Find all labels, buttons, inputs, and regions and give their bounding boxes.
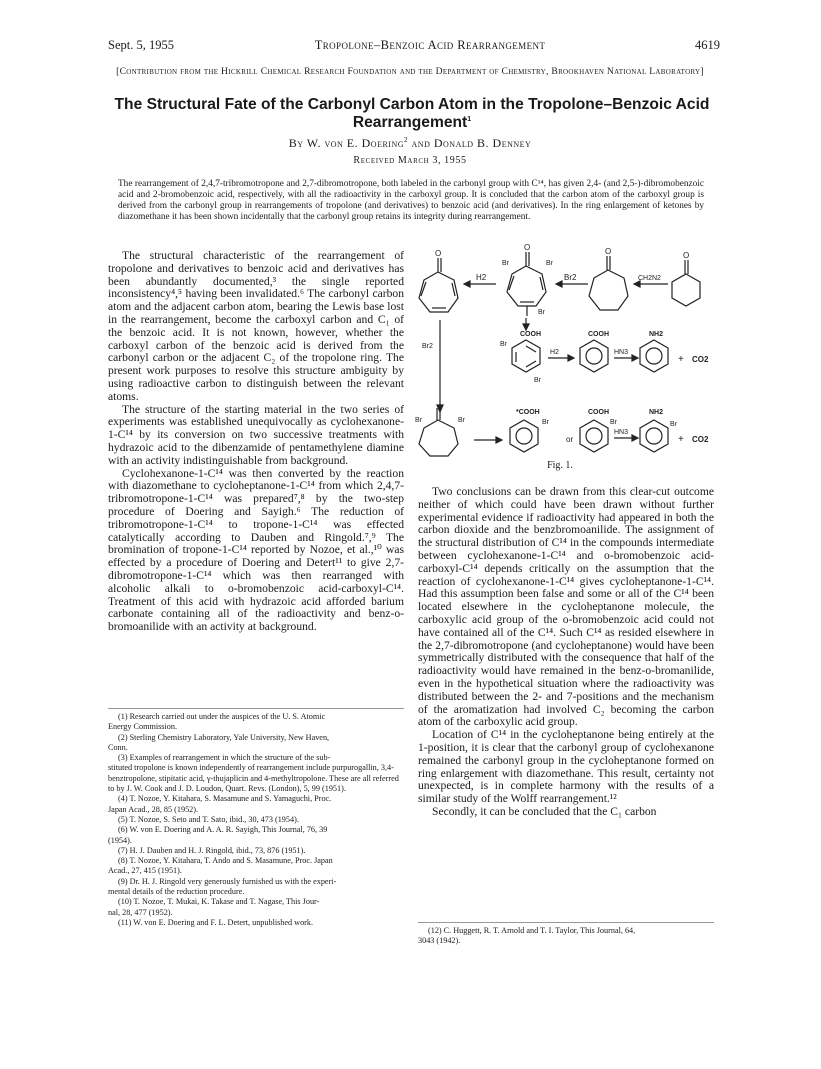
svg-text:Br: Br bbox=[500, 341, 507, 348]
author-2: and Donald B. Denney bbox=[408, 136, 532, 150]
header-date: Sept. 5, 1955 bbox=[108, 38, 174, 52]
paragraph-6: Secondly, it can be concluded that the C₁ carbon bbox=[432, 804, 657, 818]
author-1: By W. von E. Doering bbox=[288, 136, 405, 150]
tropone-structure bbox=[419, 258, 458, 312]
label-hn3-bot: HN3 bbox=[614, 429, 629, 436]
footnote-item: (5) T. Nozoe, S. Seto and T. Sato, ibid., 30, 473 (1954). bbox=[118, 814, 299, 824]
author-footnote-mark: 2 bbox=[404, 136, 409, 144]
svg-text:O: O bbox=[524, 243, 531, 252]
label-co2-1: CO2 bbox=[692, 355, 709, 364]
label-ch2n2: CH2N2 bbox=[638, 275, 661, 282]
svg-text:Br: Br bbox=[458, 417, 465, 424]
right-column bbox=[418, 486, 714, 819]
paragraph-1: The structural characteristic of the rearrangement of tropolone and derivatives to benzoic acid and derivatives has been abundantly documented,³ the single reported inconsistency⁴,⁵ having been invalidated.⁶ The carbonyl carbon atom and the adjacent carbon atom, bearing the Lewis base lost in the rearrangement, become the carboxyl carbon and C₁ of the benzoic acid. It is not known, however, whether the carboxyl carbon of the benzoic acid is derived from the carbonyl carbon or the adjacent C₂ of the tropolone ring. The present work purposes to resolve this structure ambiguity by using radioactive carbon to distinguish between the relevant atoms. bbox=[108, 249, 404, 403]
footnote-item: (3) Examples of rearrangement in which the structure of the sub- bbox=[118, 753, 331, 763]
svg-text:O: O bbox=[605, 247, 612, 256]
footnotes-left bbox=[108, 712, 404, 928]
label-cooh-3: *COOH bbox=[516, 409, 540, 416]
footnote-item-continuation: stituted tropolone is known independently of rearrangement include purpurogallin, 3,4-benztropolone, stipitatic acid, γ-thujaplicin and 4-methyltropolone. These are all referred to by J. W. Cook and J. D. Loudon, Quart. Revs. (London), 5, 99 (1951). bbox=[108, 763, 399, 794]
svg-text:Br: Br bbox=[502, 260, 509, 267]
figure-1-reaction-scheme bbox=[416, 240, 721, 460]
label-nh2-2: NH2 bbox=[649, 409, 664, 416]
plus-1: + bbox=[678, 354, 684, 365]
svg-text:Br: Br bbox=[670, 421, 677, 428]
aniline-structure bbox=[640, 340, 668, 372]
svg-text:O: O bbox=[683, 251, 690, 260]
article-title bbox=[92, 96, 732, 132]
cyclohexanone-structure bbox=[672, 260, 700, 306]
title-footnote-mark: 1 bbox=[467, 115, 472, 123]
figure-caption: Fig. 1. bbox=[547, 460, 573, 471]
footnote-rule bbox=[108, 708, 404, 709]
svg-text:Br: Br bbox=[542, 419, 549, 426]
footnote-item: (1) Research carried out under the auspices of the U. S. Atomic bbox=[118, 712, 326, 721]
footnote-item-continuation: nal, 28, 477 (1952). bbox=[108, 907, 173, 917]
label-cooh-4: COOH bbox=[588, 409, 609, 416]
tribromotropone-structure bbox=[507, 252, 546, 316]
footnote-item: (9) Dr. H. J. Ringold very generously furnished us with the experi- bbox=[118, 876, 337, 886]
svg-text:Br: Br bbox=[534, 377, 541, 384]
footnote-item-continuation: Energy Commission. bbox=[108, 722, 177, 732]
paragraph-3: Cyclohexanone-1-C¹⁴ was then converted by the reaction with diazomethane to cycloheptanone-1-C¹⁴ from which 2,4,7-tribromotropone-1-C¹⁴ was prepared⁷,⁸ by the two-step procedure of Doering and Sayigh.⁶ The reduction of tribromotropone-1-C¹⁴ to tropone-1-C¹⁴ was effected catalytically according to Dauben and Ringold.⁷,⁹ The bromination of tropone-1-C¹⁴ reported by Nozoe, et al.,¹⁰ was effected by a procedure of Doering and Detert¹¹ to give 2,7-dibromotropone-1-C¹⁴ which was then rearranged with alcoholic alkali to o-bromobenzoic acid-carboxyl-C¹⁴. Treatment of this acid with hydrazoic acid afforded barium carbonate containing all of the radioactivity and benz-o-bromoanilide with an activity at background. bbox=[108, 466, 404, 634]
bromoaniline-structure bbox=[640, 420, 668, 452]
tropone-o: O bbox=[435, 249, 442, 258]
label-h2-top: H2 bbox=[476, 273, 487, 282]
title-line-1: The Structural Fate of the Carbonyl Carbon Atom in the Tropolone–Benzoic Acid bbox=[114, 96, 710, 113]
footnote-item: (2) Sterling Chemistry Laboratory, Yale University, New Haven, bbox=[118, 732, 330, 742]
dibromobenzoic-acid-structure bbox=[512, 340, 540, 372]
bromobenzoic-acid-2-structure bbox=[580, 420, 608, 452]
received-date: Received March 3, 1955 bbox=[353, 155, 467, 166]
svg-text:Br: Br bbox=[415, 417, 422, 424]
footnote-item-continuation: Conn. bbox=[108, 742, 128, 752]
label-br2-top: Br2 bbox=[564, 273, 577, 282]
svg-text:Br: Br bbox=[610, 419, 617, 426]
footnote-item: (7) H. J. Dauben and H. J. Ringold, ibid., 73, 876 (1951). bbox=[118, 845, 306, 855]
benzoic-acid-structure bbox=[580, 340, 608, 372]
running-title: Tropolone–Benzoic Acid Rearrangement bbox=[314, 38, 546, 52]
paragraph-2: The structure of the starting material in the two series of experiments was established unequivocally as cyclohexanone-1-C¹⁴ by its conversion on two successive treatments with hydrazoic acid to the dibenzamide of pentamethylene diamine with an activity indistinguishable from background. bbox=[108, 402, 404, 467]
author-byline bbox=[150, 136, 670, 151]
footnote-item: (6) W. von E. Doering and A. A. R. Sayigh, This Journal, 76, 39 bbox=[118, 825, 328, 835]
footnote-item: (8) T. Nozoe, Y. Kitahara, T. Ando and S. Masamune, Proc. Japan bbox=[118, 856, 333, 866]
bromobenzoic-acid-structure bbox=[510, 420, 538, 452]
svg-text:Br: Br bbox=[538, 309, 545, 316]
title-line-2: Rearrangement bbox=[352, 114, 468, 131]
contribution-note: [Contribution from the Hickrill Chemical Research Foundation and the Department of Chemistry, Brookhaven National Laboratory] bbox=[116, 66, 704, 77]
svg-text:Br: Br bbox=[546, 260, 553, 267]
cycloheptanone-structure bbox=[589, 256, 628, 310]
footnote-item-continuation: Japan Acad., 28, 85 (1952). bbox=[108, 804, 199, 814]
label-co2-2: CO2 bbox=[692, 435, 709, 444]
label-cooh-1: COOH bbox=[520, 331, 541, 338]
footnote-item: (11) W. von E. Doering and F. L. Detert, unpublished work. bbox=[118, 917, 314, 927]
label-br2-side: Br2 bbox=[422, 343, 433, 350]
footnote-item: (10) T. Nozoe, T. Mukai, K. Takase and T. Nagase, This Jour- bbox=[118, 897, 320, 907]
label-or: or bbox=[566, 435, 574, 444]
footnote-rule-right bbox=[418, 922, 714, 923]
label-h2-mid: H2 bbox=[550, 349, 559, 356]
dibromotropone-structure bbox=[419, 408, 458, 456]
label-nh2-1: NH2 bbox=[649, 331, 664, 338]
footnote-item-continuation: (1954). bbox=[108, 835, 132, 845]
footnote-12: (12) C. Huggett, R. T. Arnold and T. I. Taylor, This Journal, 64, 3043 (1942). bbox=[418, 926, 636, 946]
footnote-item: (4) T. Nozoe, Y. Kitahara, S. Masamune and S. Yamaguchi, Proc. bbox=[118, 794, 332, 804]
plus-2: + bbox=[678, 434, 684, 445]
label-cooh-2: COOH bbox=[588, 331, 609, 338]
left-column bbox=[108, 250, 404, 634]
label-hn3-mid: HN3 bbox=[614, 349, 629, 356]
paragraph-5: Location of C¹⁴ in the cycloheptanone being entirely at the 1-position, it is clear that the carbonyl group of cyclohexanone remained the carbonyl group in the cycloheptanone formed on ring enlargement with diazomethane. This result, certainty not unexpected, is in complete harmony with the results of a similar study of the Wolff rearrangement.¹² bbox=[418, 728, 714, 806]
page-number: 4619 bbox=[695, 38, 720, 52]
footnote-item-continuation: mental details of the reduction procedure. bbox=[108, 887, 245, 897]
abstract: The rearrangement of 2,4,7-tribromotropone and 2,7-dibromotropone, both labeled in the carbonyl group with C¹⁴, has given 2,4- (and 2,5-)-dibromobenzoic acid and 2-bromobenzoic acid, respectively, with all the radioactivity in the carboxyl group. It is concluded that the carbon atom of the carboxyl group is derived from the carbonyl group in rearrangements of tropolone (and derivatives) to benzoic acid (and derivatives). In the ring enlargement of ketones by diazomethane it has been shown incidentally that the carbonyl group retains its integrity during rearrangement. bbox=[118, 179, 704, 222]
footnote-item-continuation: Acad., 27, 415 (1951). bbox=[108, 866, 182, 876]
paragraph-4: Two conclusions can be drawn from this clear-cut outcome neither of which could have been drawn without further experimental evidence if radioactivity had appeared in both the carbon dioxide and the benzbromoanilide. The assignment of the structural distribution of C¹⁴ in the compounds intermediate between cyclohexanone-1-C¹⁴ and o-bromobenzoic acid-carboxyl-C¹⁴ depends critically on the assumption that the reaction of cyclohexanone-1-C¹⁴ gives cycloheptanone-1-C¹⁴. Had this assumption been false and some or all of the C¹⁴ been located elsewhere in the cycloheptanone molecule, the carboxylic acid group of the o-bromobenzoic acid could not have contained all of the C¹⁴. Such C¹⁴ as resided elsewhere in the 2,7-dibromotropone (and cycloheptanone) would have been symmetrically distributed with the consequence that half of the radioactivity would have remained in the benz-o-bromanilide, even in the hypothetical situation where the radioactivity was distributed between the 2- and 7-positions and the mechanism of the aromatization had involved C₂ becoming the carbon atom of the carboxylic acid group. bbox=[418, 485, 714, 729]
